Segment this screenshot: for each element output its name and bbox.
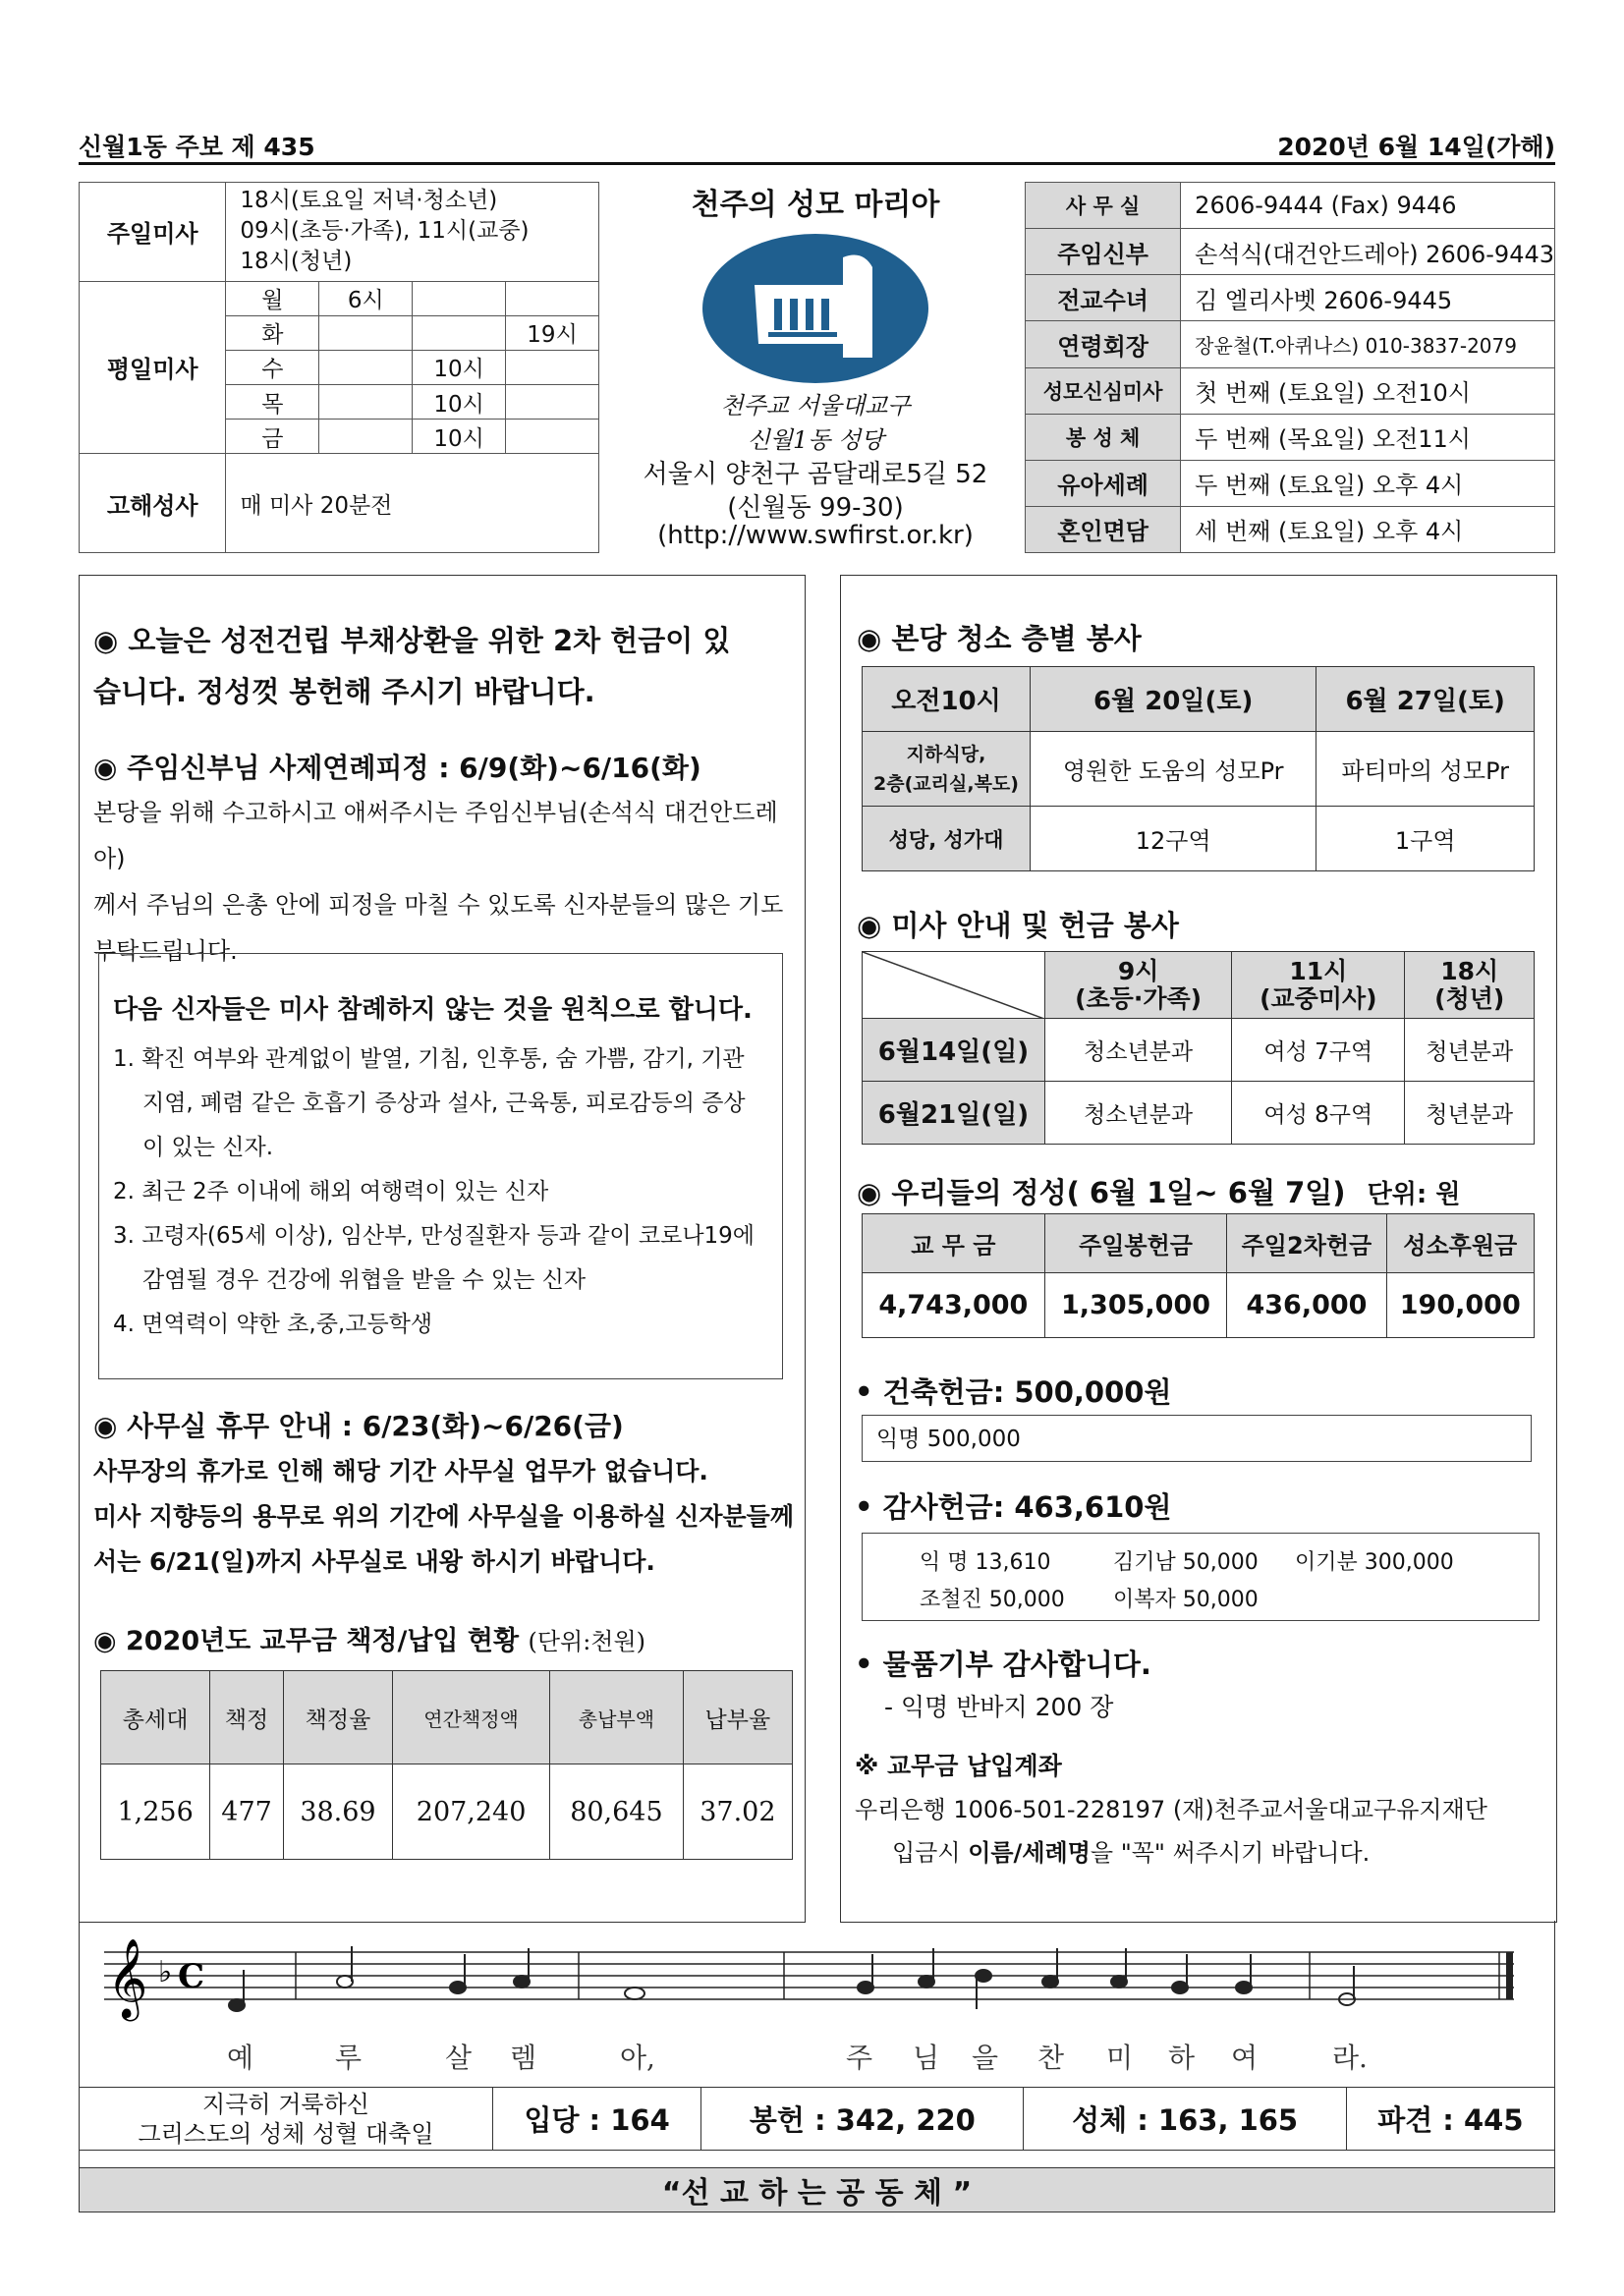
offering-value: 1,305,000 — [1044, 1273, 1227, 1338]
sunday-line: 09시(초등·가족), 11시(교중) — [240, 218, 530, 245]
weekday-day: 수 — [226, 350, 319, 384]
lyric: 아, — [620, 2042, 655, 2074]
mass-guide-date: 6월14일(일) — [863, 1019, 1045, 1082]
info-value: 두 번째 (목요일) 오전11시 — [1181, 414, 1555, 460]
weekday-time — [506, 385, 599, 420]
goods-donation-detail: - 익명 반바지 200 장 — [884, 1693, 1114, 1721]
lyric: 찬 — [1037, 2042, 1065, 2074]
offering-title-text: ◉ 우리들의 정성( 6월 1일~ 6월 7일) — [857, 1176, 1346, 1209]
offering-value: 190,000 — [1386, 1273, 1534, 1338]
offering-title — [857, 1171, 1460, 1211]
cleaning-place-line: 지하식당, — [906, 743, 986, 765]
header-divider — [79, 162, 1555, 165]
account-note-text: 입금시 — [892, 1839, 969, 1867]
mass-guide-title: ◉ 미사 안내 및 헌금 봉사 — [857, 909, 1179, 942]
building-fund-title: • 건축헌금: 500,000원 — [855, 1375, 1172, 1409]
info-label: 성모신심미사 — [1026, 367, 1181, 414]
weekday-time: 10시 — [413, 385, 506, 420]
covid-box-title: 다음 신자들은 미사 참례하지 않는 것을 원칙으로 합니다. — [113, 995, 753, 1025]
mass-guide-header — [1045, 952, 1232, 1019]
thanks-entry: 김기남 50,000 — [1113, 1550, 1259, 1575]
seal-text-1: 천주교 서울대교구 — [720, 392, 911, 420]
thanks-entry: 이복자 50,000 — [1113, 1588, 1259, 1612]
mass-time: 11시 — [1289, 956, 1348, 985]
weekday-mass-label: 평일미사 — [80, 281, 226, 454]
account-note-bold: 이름/세례명 — [968, 1839, 1091, 1867]
weekday-time — [413, 315, 506, 350]
dues-header: 연간책정액 — [393, 1671, 550, 1764]
info-value: 세 번째 (토요일) 오후 4시 — [1181, 506, 1555, 552]
weekday-time — [413, 281, 506, 315]
retreat-line: 께서 주님의 은총 안에 피정을 마칠 수 있도록 신자분들의 많은 기도 — [93, 891, 784, 919]
offering-unit: 단위: 원 — [1367, 1180, 1461, 1209]
thanks-offering-detail — [862, 1533, 1540, 1621]
cleaning-place: 성당, 성가대 — [863, 807, 1031, 871]
mass-group: (교중미사) — [1260, 983, 1377, 1013]
motto: “선 교 하 는 공 동 체 ” — [80, 2168, 1555, 2212]
debt-notice-line-1: ◉ 오늘은 성전건립 부채상환을 위한 2차 헌금이 있 — [93, 624, 731, 657]
account-note — [892, 1833, 1370, 1868]
thanks-entry: 익 명 13,610 — [920, 1550, 1051, 1575]
info-value: 김 엘리사벳 2606-9445 — [1181, 275, 1555, 321]
offering-header: 주일봉헌금 — [1044, 1214, 1227, 1273]
music-staff-icon — [80, 1921, 1556, 2029]
mass-guide-corner — [863, 952, 1045, 1019]
covid-item: 3. 고령자(65세 이상), 임산부, 만성질환자 등과 같이 코로나19에 — [113, 1223, 756, 1249]
lyric: 루 — [335, 2042, 363, 2074]
parish-logo-icon — [698, 228, 933, 385]
cleaning-header: 오전10시 — [863, 667, 1031, 732]
hymn-table — [79, 2087, 1555, 2212]
office-closed-text — [93, 1449, 794, 1585]
covid-item: 4. 면역력이 약한 초,중,고등학생 — [113, 1312, 433, 1337]
account-line: 우리은행 1006-501-228197 (재)천주교서울대교구유지재단 — [855, 1796, 1487, 1823]
covid-box-list — [113, 1037, 776, 1347]
office-line: 사무장의 휴가로 인해 해당 기간 사무실 업무가 없습니다. — [93, 1457, 708, 1485]
info-label: 전교수녀 — [1026, 275, 1181, 321]
sunday-line: 18시(토요일 저녁·청소년) — [240, 188, 498, 214]
info-row — [1026, 275, 1555, 321]
weekday-time — [319, 350, 413, 384]
weekday-day: 목 — [226, 385, 319, 420]
feast-line: 지극히 거룩하신 — [202, 2090, 369, 2118]
sunday-mass-label: 주일미사 — [80, 183, 226, 282]
lyric: 주 — [846, 2042, 873, 2074]
dues-unit: (단위:천원) — [528, 1628, 646, 1655]
thanks-entry: 이기분 300,000 — [1295, 1550, 1454, 1575]
dues-title — [93, 1619, 645, 1657]
dues-table — [100, 1670, 793, 1860]
dues-header: 총세대 — [101, 1671, 210, 1764]
feast-name — [80, 2088, 493, 2151]
hymn-communion: 성체 : 163, 165 — [1024, 2088, 1346, 2151]
thanks-offering-title: • 감사헌금: 463,610원 — [855, 1490, 1172, 1524]
mass-guide-cell: 청년분과 — [1405, 1019, 1535, 1082]
parish-name: 천주의 성모 마리아 — [691, 188, 940, 222]
info-row — [1026, 321, 1555, 367]
weekday-time — [506, 420, 599, 454]
info-label: 사 무 실 — [1026, 183, 1181, 229]
account-note-text: 을 "꼭" 써주시기 바랍니다. — [1090, 1839, 1371, 1867]
retreat-text — [93, 790, 801, 975]
mass-guide-cell: 청소년분과 — [1045, 1082, 1232, 1145]
parish-address: 서울시 양천구 곰달래로5길 52 — [643, 460, 988, 489]
offering-table — [862, 1213, 1535, 1338]
dues-header: 책정 — [210, 1671, 284, 1764]
office-line: 서는 6/21(일)까지 사무실로 내왕 하시기 바랍니다. — [93, 1547, 655, 1576]
lyric: 렘 — [510, 2042, 537, 2074]
cleaning-header: 6월 20일(토) — [1031, 667, 1316, 732]
weekday-time — [506, 350, 599, 384]
info-value: 두 번째 (토요일) 오후 4시 — [1181, 460, 1555, 506]
weekday-time: 6시 — [319, 281, 413, 315]
diagonal-line-icon — [863, 952, 1044, 1019]
weekday-day: 월 — [226, 281, 319, 315]
cleaning-table — [862, 666, 1535, 871]
weekday-time — [319, 315, 413, 350]
feast-line: 그리스도의 성체 성혈 대축일 — [138, 2119, 434, 2148]
building-fund-detail: 익명 500,000 — [862, 1415, 1532, 1462]
info-label: 주임신부 — [1026, 229, 1181, 275]
hymn-entrance: 입당 : 164 — [493, 2088, 701, 2151]
parish-url[interactable]: (http://www.swfirst.or.kr) — [657, 521, 974, 550]
covid-notice-box — [98, 953, 783, 1379]
mass-group: (초등·가족) — [1075, 983, 1203, 1013]
contact-info-table — [1025, 182, 1555, 553]
info-label: 유아세례 — [1026, 460, 1181, 506]
mass-guide-cell: 청소년분과 — [1045, 1019, 1232, 1082]
cleaning-assignee: 파티마의 성모Pr — [1316, 732, 1535, 807]
sunday-line: 18시(청년) — [240, 249, 353, 275]
info-row — [1026, 460, 1555, 506]
music-box — [79, 1921, 1555, 2088]
retreat-line: 부탁드립니다. — [93, 937, 238, 965]
mass-time: 18시 — [1440, 956, 1499, 985]
info-label: 연령회장 — [1026, 321, 1181, 367]
lyric: 라. — [1332, 2042, 1368, 2074]
offering-header: 교 무 금 — [863, 1214, 1045, 1273]
weekday-time — [506, 281, 599, 315]
svg-text:C: C — [178, 1957, 205, 1996]
info-value: 장윤철(T.아퀴나스) 010-3837-2079 — [1181, 321, 1555, 367]
weekday-time: 19시 — [506, 315, 599, 350]
weekday-time — [319, 420, 413, 454]
mass-guide-date: 6월21일(일) — [863, 1082, 1045, 1145]
dues-value: 37.02 — [683, 1764, 792, 1860]
goods-donation-title: • 물품기부 감사합니다. — [855, 1648, 1151, 1681]
bulletin-date: 2020년 6월 14일(가해) — [1277, 133, 1555, 161]
confession-label: 고해성사 — [80, 454, 226, 553]
mass-time: 9시 — [1117, 956, 1159, 985]
cleaning-assignee: 12구역 — [1031, 807, 1316, 871]
confession-value: 매 미사 20분전 — [226, 454, 599, 553]
weekday-day: 금 — [226, 420, 319, 454]
offering-header: 성소후원금 — [1386, 1214, 1534, 1273]
lyric: 하 — [1168, 2042, 1196, 2074]
retreat-title: ◉ 주임신부님 사제연례피정 : 6/9(화)~6/16(화) — [93, 752, 701, 784]
spacer-row — [80, 2151, 1555, 2168]
cleaning-place-line: 2층(교리실,복도) — [873, 772, 1019, 795]
dues-header: 총납부액 — [550, 1671, 684, 1764]
sunday-mass-times — [226, 183, 599, 282]
cleaning-assignee: 영원한 도움의 성모Pr — [1031, 732, 1316, 807]
cleaning-place — [863, 732, 1031, 807]
info-label: 봉 성 체 — [1026, 414, 1181, 460]
mass-group: (청년) — [1434, 983, 1505, 1013]
dues-value: 207,240 — [393, 1764, 550, 1860]
hymn-offertory: 봉헌 : 342, 220 — [701, 2088, 1024, 2151]
info-row — [1026, 414, 1555, 460]
offering-header: 주일2차헌금 — [1227, 1214, 1386, 1273]
weekday-time: 10시 — [413, 420, 506, 454]
lyric: 을 — [972, 2042, 999, 2074]
weekday-time: 10시 — [413, 350, 506, 384]
offering-value: 4,743,000 — [863, 1273, 1045, 1338]
retreat-line: 본당을 위해 수고하시고 애써주시는 주임신부님(손석식 대건안드레아) — [93, 799, 778, 872]
lyric: 여 — [1231, 2042, 1259, 2074]
mass-guide-header — [1232, 952, 1405, 1019]
info-row — [1026, 506, 1555, 552]
offering-value: 436,000 — [1227, 1273, 1386, 1338]
hymn-dismissal: 파견 : 445 — [1346, 2088, 1554, 2151]
info-value: 2606-9444 (Fax) 9446 — [1181, 183, 1555, 229]
mass-guide-cell: 여성 7구역 — [1232, 1019, 1405, 1082]
lyric: 예 — [227, 2042, 254, 2074]
mass-schedule-table — [79, 182, 599, 553]
office-line: 미사 지향등의 용무로 위의 기간에 사무실을 이용하실 신자분들께 — [93, 1502, 794, 1531]
lyric: 살 — [445, 2042, 473, 2074]
debt-notice-line-2: 습니다. 정성껏 봉헌해 주시기 바랍니다. — [93, 675, 595, 708]
lyric: 미 — [1106, 2042, 1134, 2074]
info-value: 첫 번째 (토요일) 오전10시 — [1181, 367, 1555, 414]
dues-value: 477 — [210, 1764, 284, 1860]
info-row — [1026, 229, 1555, 275]
cleaning-assignee: 1구역 — [1316, 807, 1535, 871]
mass-guide-cell: 청년분과 — [1405, 1082, 1535, 1145]
info-row — [1026, 367, 1555, 414]
covid-item: 이 있는 신자. — [142, 1135, 274, 1160]
cleaning-title: ◉ 본당 청소 층별 봉사 — [857, 622, 1142, 655]
mass-guide-header — [1405, 952, 1535, 1019]
dues-title-text: ◉ 2020년도 교무금 책정/납입 현황 — [93, 1626, 520, 1656]
weekday-day: 화 — [226, 315, 319, 350]
info-value: 손석식(대건안드레아) 2606-9443 — [1181, 229, 1555, 275]
weekday-time — [319, 385, 413, 420]
covid-item: 2. 최근 2주 이내에 해외 여행력이 있는 신자 — [113, 1179, 549, 1204]
svg-text:♭: ♭ — [158, 1955, 173, 1989]
info-label: 혼인면담 — [1026, 506, 1181, 552]
office-closed-title: ◉ 사무실 휴무 안내 : 6/23(화)~6/26(금) — [93, 1410, 624, 1442]
covid-item: 1. 확진 여부와 관계없이 발열, 기침, 인후통, 숨 가쁨, 감기, 기관 — [113, 1046, 745, 1072]
account-title: ※ 교무금 납입계좌 — [855, 1752, 1062, 1780]
mass-guide-cell: 여성 8구역 — [1232, 1082, 1405, 1145]
seal-text-2: 신월1동 성당 — [747, 426, 884, 454]
dues-header: 책정율 — [283, 1671, 392, 1764]
dues-value: 80,645 — [550, 1764, 684, 1860]
parish-address-2: (신월동 99-30) — [727, 493, 904, 523]
svg-text:𝄞: 𝄞 — [107, 1937, 148, 2018]
dues-value: 38.69 — [283, 1764, 392, 1860]
covid-item: 지염, 폐렴 같은 호흡기 증상과 설사, 근육통, 피로감등의 증상 — [142, 1091, 746, 1116]
lyrics — [80, 2037, 1556, 2076]
cleaning-header: 6월 27일(토) — [1316, 667, 1535, 732]
info-row — [1026, 183, 1555, 229]
dues-header: 납부율 — [683, 1671, 792, 1764]
dues-value: 1,256 — [101, 1764, 210, 1860]
mass-guide-table — [862, 951, 1535, 1145]
covid-item: 감염될 경우 건강에 위협을 받을 수 있는 신자 — [142, 1267, 587, 1293]
parish-logo — [698, 228, 933, 385]
thanks-entry: 조철진 50,000 — [920, 1588, 1065, 1612]
bulletin-number: 신월1동 주보 제 435 — [79, 133, 315, 161]
lyric: 님 — [913, 2042, 940, 2074]
